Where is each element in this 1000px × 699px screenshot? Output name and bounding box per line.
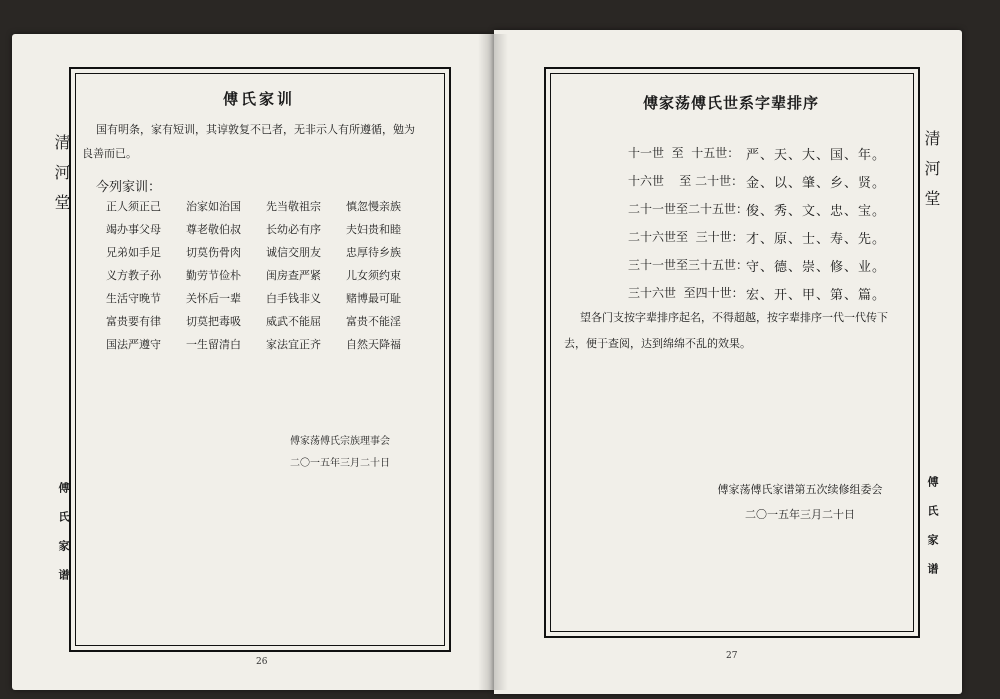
intro-line-2: 良善而已。 [82, 147, 137, 160]
note-line-1: 望各门支按字辈排序起名，不得超越，按字辈排序一代一代传下 [580, 311, 888, 324]
rule-item: 兄弟如手足 [106, 246, 161, 259]
rule-item: 闺房查严紧 [266, 269, 321, 282]
right-signature-org: 傅家荡傅氏家谱第五次续修组委会 [717, 483, 883, 496]
generation-range: 三十一世至三十五世： [628, 258, 749, 272]
left-signature-date: 二〇一五年三月二十日 [290, 458, 390, 469]
generation-row [628, 284, 886, 303]
rule-item: 尊老敬伯叔 [186, 223, 241, 236]
generation-range: 二十一世至二十五世： [628, 202, 749, 216]
rule-item: 儿女须约束 [346, 269, 401, 282]
right-side-title: 清河堂 [922, 130, 941, 220]
rule-item: 长幼必有序 [266, 223, 321, 236]
right-page-number: 27 [726, 651, 738, 661]
rule-item: 切莫伤骨肉 [186, 246, 241, 259]
rule-item: 夫妇贵和睦 [346, 223, 401, 236]
generation-chars: 严、天、大、国、年。 [746, 148, 887, 163]
rule-item: 白手钱非义 [266, 292, 321, 305]
rule-item: 勤劳节俭朴 [186, 269, 241, 282]
generation-row [628, 144, 886, 163]
generation-row [628, 172, 886, 191]
rule-item: 慎忽慢亲族 [346, 200, 401, 213]
rule-item: 诚信交朋友 [266, 246, 321, 259]
generation-chars: 才、原、士、寿、先。 [746, 232, 887, 247]
left-page-title: 傅氏家训 [222, 90, 295, 108]
rule-item: 生活守晚节 [106, 292, 161, 305]
note-line-2: 去，便于查阅，达到绵绵不乱的效果。 [564, 337, 751, 350]
generation-row [628, 256, 886, 275]
rule-item: 正人须正己 [106, 200, 161, 213]
right-side-footer: 傅氏家谱 [926, 476, 939, 592]
rule-item: 富贵不能淫 [346, 315, 401, 328]
family-rules-grid [106, 198, 426, 352]
generation-range: 十一世 至 十五世： [628, 146, 740, 160]
rule-item: 竭办事父母 [106, 223, 161, 236]
rule-item: 赌博最可耻 [346, 292, 401, 305]
generation-chars: 金、以、肇、乡、贤。 [746, 176, 887, 191]
rule-item: 富贵要有律 [106, 315, 161, 328]
generation-row [628, 228, 886, 247]
rule-item: 威武不能屈 [266, 315, 321, 328]
rule-item: 一生留清白 [186, 338, 241, 351]
left-side-title: 清河堂 [52, 134, 71, 224]
left-page-number: 26 [256, 657, 268, 667]
rule-item: 切莫把毒吸 [186, 315, 241, 328]
rule-item: 家法宜正齐 [266, 338, 321, 351]
rule-item: 先当敬祖宗 [266, 200, 321, 213]
rule-item: 关怀后一辈 [186, 292, 241, 305]
generation-range: 二十六世至 三十世： [628, 230, 744, 244]
rule-item: 治家如治国 [186, 200, 241, 213]
generation-range: 十六世 至 二十世： [628, 174, 744, 188]
intro-line-1: 国有明条，家有短训，其谆敦复不已者，无非示人有所遵循，勉为 [96, 123, 415, 136]
left-side-footer: 傅氏家谱 [57, 482, 70, 598]
left-signature-org: 傅家荡傅氏宗族理事会 [290, 436, 390, 447]
generation-row [628, 200, 886, 219]
right-page-title: 傅家荡傅氏世系字辈排序 [642, 94, 819, 112]
generation-range: 三十六世 至四十世： [628, 286, 744, 300]
rule-item: 国法严遵守 [106, 338, 161, 351]
generation-chars: 俊、秀、文、忠、宝。 [746, 204, 887, 219]
rule-item: 义方教子孙 [106, 269, 161, 282]
book-gutter [478, 34, 508, 690]
generation-chars: 宏、开、甲、第、篇。 [746, 288, 887, 303]
rule-item: 自然天降福 [346, 338, 401, 351]
list-heading: 今列家训： [96, 180, 162, 195]
right-signature-date: 二〇一五年三月二十日 [745, 508, 855, 521]
rule-item: 忠厚待乡族 [346, 246, 401, 259]
generation-chars: 守、德、崇、修、业。 [746, 260, 887, 275]
